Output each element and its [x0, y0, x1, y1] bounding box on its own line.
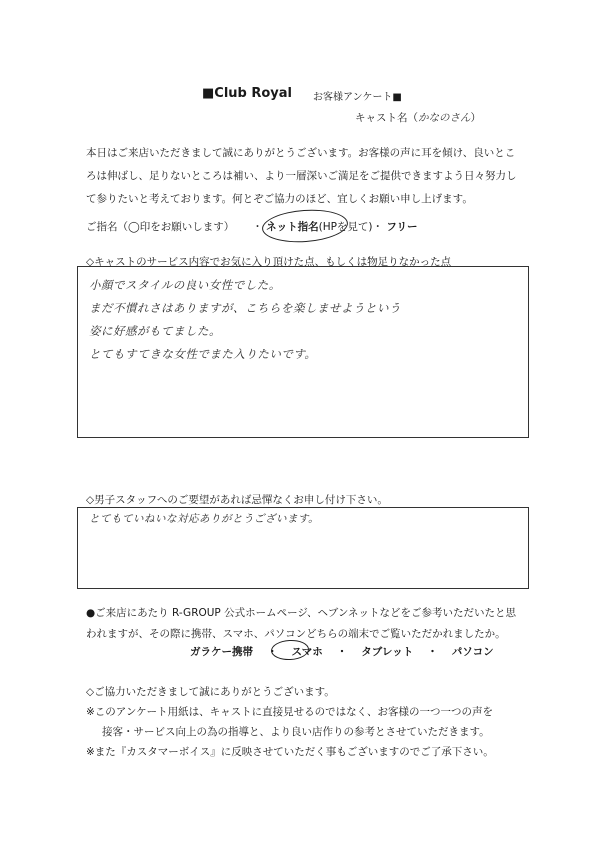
intro-line: 本日はご来店いただきまして誠にありがとうございます。お客様の声に耳を傾け、良いとこ [86, 147, 516, 159]
device-separator: ・ [427, 646, 438, 658]
nomination-label: ご指名（◯印をお願いします） [86, 221, 235, 233]
net-nomination-option[interactable]: ネット指名 [266, 221, 319, 233]
device-separator: ・ [267, 646, 278, 658]
note-line: ※このアンケート用紙は、キャストに直接見せるのではなく、お客様の一つ一つの声を [86, 706, 493, 718]
intro-line: て参りたいと考えております。何とぞご協力のほど、宜しくお願い申し上げます。 [86, 193, 473, 205]
survey-title: お客様アンケート■ [313, 92, 402, 103]
question1-answer [89, 274, 401, 366]
net-nomination-note: (HPを見て) [318, 221, 373, 233]
question2-label: ◇男子スタッフへのご要望があれば忌憚なくお申し付け下さい。 [86, 494, 388, 506]
intro-text [86, 142, 517, 211]
note-line: ※また『カスタマーボイス』に反映させていただく事もございますのでご了承下さい。 [86, 746, 494, 758]
thanks-notes [86, 682, 494, 762]
visit-line: われますが、その際に携帯、スマホ、パソコンどちらの端末でご覧いただかれましたか。 [86, 628, 506, 640]
answer-line: まだ不慣れさはありますが、こちらを楽しませようという [89, 301, 401, 315]
nomination-row [86, 219, 417, 234]
answer-line: 小顔でスタイルの良い女性でした。 [89, 278, 281, 292]
visit-line: ご来店にあたり R-GROUP 公式ホームページ、ヘブンネットなどをご参考いただいたと思 [95, 607, 517, 619]
selection-circle-icon [261, 207, 349, 245]
club-title: ■Club Royal [202, 86, 293, 101]
answer-line: とてもすてきな女性でまた入りたいです。 [89, 347, 317, 361]
free-option[interactable]: フリー [386, 221, 418, 233]
answer-line: 姿に好感がもてました。 [89, 324, 221, 338]
thanks-line: ◇ご協力いただきまして誠にありがとうございます。 [86, 686, 335, 698]
nomination-separator: ・ [372, 221, 384, 233]
device-options [190, 644, 494, 659]
question1-label: ◇キャストのサービス内容でお気に入り頂けた点、もしくは物足りなかった点 [86, 256, 452, 268]
cast-name-field [355, 110, 481, 125]
note-line: 接客・サービス向上の為の指導と、より良い店作りの参考とさせていただきます。 [102, 726, 490, 738]
device-pc[interactable]: パソコン [451, 646, 494, 658]
visit-question [86, 603, 516, 645]
device-separator: ・ [336, 646, 348, 658]
device-smartphone[interactable]: スマホ [291, 646, 323, 658]
cast-name-handwritten: かなのさん [418, 112, 471, 124]
cast-name-close: ） [470, 112, 481, 124]
cast-name-label: キャスト名（ [355, 112, 418, 124]
device-tablet[interactable]: タブレット [361, 646, 414, 658]
device-feature-phone[interactable]: ガラケー携帯 [190, 646, 253, 658]
intro-line: ろは伸ばし、足りないところは補い、より一層深いご満足をご提供できますよう日々努力し [86, 170, 517, 182]
question2-answer: とてもていねいな対応ありがとうございます。 [89, 513, 320, 525]
bullet-icon: ● [86, 607, 96, 619]
nomination-separator: ・ [252, 221, 263, 233]
